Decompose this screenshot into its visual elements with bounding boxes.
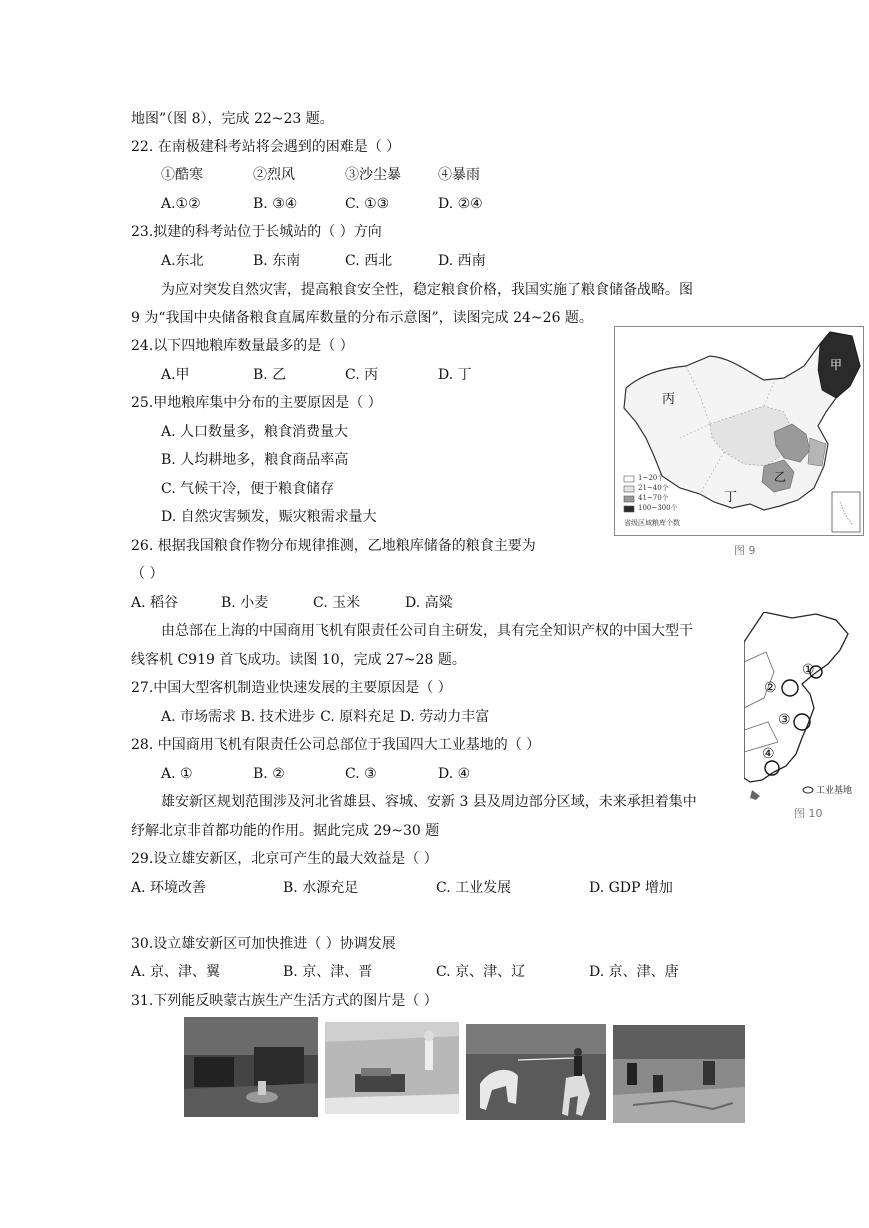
q22-option-b[interactable]: B. ③④ bbox=[253, 196, 298, 212]
photo-3-image bbox=[466, 1024, 606, 1120]
q22-option-a[interactable]: A.①② bbox=[161, 196, 201, 212]
q28-option-c[interactable]: C. ③ bbox=[345, 766, 377, 782]
legend-swatch-3 bbox=[624, 496, 634, 502]
q22-item: ①酷寒 bbox=[161, 167, 203, 183]
q29-options bbox=[131, 879, 691, 897]
legend-note: 省级区域粮库个数 bbox=[624, 519, 680, 527]
legend-industrial-base: 工业基地 bbox=[816, 786, 853, 796]
q24-option-a[interactable]: A.甲 bbox=[161, 367, 190, 383]
q23-option-b[interactable]: B. 东南 bbox=[253, 253, 301, 269]
figure-10-map bbox=[744, 612, 866, 800]
q30-options bbox=[131, 963, 691, 981]
photo-2-image bbox=[325, 1022, 459, 1114]
q28-option-d[interactable]: D. ④ bbox=[438, 766, 471, 782]
figure-9-map bbox=[614, 326, 864, 536]
q23-option-c[interactable]: C. 西北 bbox=[345, 253, 393, 269]
q26-option-a[interactable]: A. 稻谷 bbox=[131, 595, 179, 611]
marker-label-1: ① bbox=[802, 662, 815, 678]
marker-label-3: ③ bbox=[778, 712, 791, 728]
q23-option-a[interactable]: A.东北 bbox=[161, 253, 204, 269]
q22-item: ④暴雨 bbox=[438, 167, 480, 183]
passage9-line1: 为应对突发自然灾害，提高粮食安全性，稳定粮食价格，我国实施了粮食储备战略。图 bbox=[161, 282, 693, 298]
q22-items bbox=[161, 166, 581, 184]
figure-9-caption: 图 9 bbox=[734, 544, 756, 557]
q22-option-c[interactable]: C. ①③ bbox=[345, 196, 390, 212]
passage9-line2: 9 为“我国中央储备粮食直属库数量的分布示意图”，读图完成 24~26 题。 bbox=[131, 310, 593, 326]
q28-option-a[interactable]: A. ① bbox=[161, 766, 193, 782]
passage10-line1: 由总部在上海的中国商用飞机有限责任公司自主研发，具有完全知识产权的中国大型干 bbox=[161, 623, 693, 639]
q24-options bbox=[161, 366, 581, 384]
photo-option-1[interactable] bbox=[184, 1017, 318, 1117]
industrial-map-svg bbox=[744, 612, 866, 800]
q22-item: ③沙尘暴 bbox=[345, 167, 401, 183]
q26-option-c[interactable]: C. 玉米 bbox=[313, 595, 361, 611]
q30-option-c[interactable]: C. 京、津、辽 bbox=[436, 964, 526, 980]
q26-stem: 26. 根据我国粮食作物分布规律推测，乙地粮库储备的粮食主要为 bbox=[131, 538, 536, 554]
q23-stem: 23.拟建的科考站位于长城站的（ ）方向 bbox=[131, 224, 382, 240]
q30-stem: 30.设立雄安新区可加快推进（ ）协调发展 bbox=[131, 936, 396, 952]
q29-option-c[interactable]: C. 工业发展 bbox=[436, 880, 512, 896]
q29-option-d[interactable]: D. GDP 增加 bbox=[589, 880, 673, 896]
q29-option-a[interactable]: A. 环境改善 bbox=[131, 880, 207, 896]
q25-option-c[interactable]: C. 气候干冷，便于粮食储存 bbox=[161, 481, 335, 497]
q26-option-d[interactable]: D. 高粱 bbox=[405, 595, 453, 611]
legend-swatch-4 bbox=[624, 506, 634, 512]
q26-option-b[interactable]: B. 小麦 bbox=[221, 595, 269, 611]
q31-stem: 31.下列能反映蒙古族生产生活方式的图片是（ ） bbox=[131, 993, 438, 1009]
photo-4-image bbox=[613, 1025, 745, 1123]
q22-item: ②烈风 bbox=[253, 167, 295, 183]
q28-option-b[interactable]: B. ② bbox=[253, 766, 285, 782]
passage11-line2: 纾解北京非首都功能的作用。据此完成 29~30 题 bbox=[131, 823, 440, 839]
q24-option-b[interactable]: B. 乙 bbox=[253, 367, 287, 383]
legend-label-4: 100~300个 bbox=[638, 504, 678, 512]
label-bing: 丙 bbox=[662, 392, 676, 407]
label-jia: 甲 bbox=[830, 358, 843, 372]
q24-option-c[interactable]: C. 丙 bbox=[345, 367, 379, 383]
legend-swatch-1 bbox=[624, 476, 634, 482]
q22-option-d[interactable]: D. ②④ bbox=[438, 196, 483, 212]
q28-stem: 28. 中国商用飞机有限责任公司总部位于我国四大工业基地的（ ） bbox=[131, 737, 541, 753]
photo-option-3[interactable] bbox=[466, 1024, 606, 1120]
passage11-line1: 雄安新区规划范围涉及河北省雄县、容城、安新 3 县及周边部分区域，未来承担着集中 bbox=[161, 794, 697, 810]
label-ding: 丁 bbox=[724, 490, 738, 505]
q30-option-a[interactable]: A. 京、津、翼 bbox=[131, 964, 221, 980]
q25-stem: 25.甲地粮库集中分布的主要原因是（ ） bbox=[131, 395, 382, 411]
q29-option-b[interactable]: B. 水源充足 bbox=[283, 880, 359, 896]
marker-label-4: ④ bbox=[762, 746, 775, 762]
legend-label-2: 21~40个 bbox=[638, 484, 669, 492]
q27-options[interactable]: A. 市场需求 B. 技术进步 C. 原料充足 D. 劳动力丰富 bbox=[161, 709, 490, 725]
q24-stem: 24.以下四地粮库数量最多的是（ ） bbox=[131, 338, 354, 354]
photo-option-4[interactable] bbox=[613, 1025, 745, 1123]
south-china-sea-inset bbox=[832, 492, 860, 532]
passage10-line2: 线客机 C919 首飞成功。读图 10，完成 27~28 题。 bbox=[131, 652, 466, 668]
q30-option-b[interactable]: B. 京、津、晋 bbox=[283, 964, 373, 980]
q25-option-a[interactable]: A. 人口数量多，粮食消费量大 bbox=[161, 424, 349, 440]
figure-10-caption: 图 10 bbox=[794, 807, 823, 820]
intro-tail: 地图”（图 8），完成 22~23 题。 bbox=[131, 111, 334, 127]
q28-options bbox=[161, 765, 581, 783]
q29-stem: 29.设立雄安新区，北京可产生的最大效益是（ ） bbox=[131, 851, 438, 867]
q22-options bbox=[161, 195, 581, 213]
legend-label-1: 1~20个 bbox=[638, 474, 665, 482]
q24-option-d[interactable]: D. 丁 bbox=[438, 367, 472, 383]
q23-options bbox=[161, 252, 581, 270]
photo-option-2[interactable] bbox=[325, 1022, 459, 1114]
marker-label-2: ② bbox=[764, 680, 777, 696]
legend-swatch-2 bbox=[624, 486, 634, 492]
q22-stem: 22. 在南极建科考站将会遇到的困难是（ ） bbox=[131, 139, 401, 155]
q26-options bbox=[131, 594, 551, 612]
label-yi: 乙 bbox=[774, 470, 787, 484]
q26-paren: （ ） bbox=[131, 566, 164, 582]
photo-1-image bbox=[184, 1017, 318, 1117]
q27-stem: 27.中国大型客机制造业快速发展的主要原因是（ ） bbox=[131, 680, 452, 696]
legend-label-3: 41~70个 bbox=[638, 494, 669, 502]
q23-option-d[interactable]: D. 西南 bbox=[438, 253, 486, 269]
q30-option-d[interactable]: D. 京、津、唐 bbox=[589, 964, 679, 980]
q25-option-d[interactable]: D. 自然灾害频发，赈灾粮需求量大 bbox=[161, 509, 377, 525]
q25-option-b[interactable]: B. 人均耕地多，粮食商品率高 bbox=[161, 452, 349, 468]
